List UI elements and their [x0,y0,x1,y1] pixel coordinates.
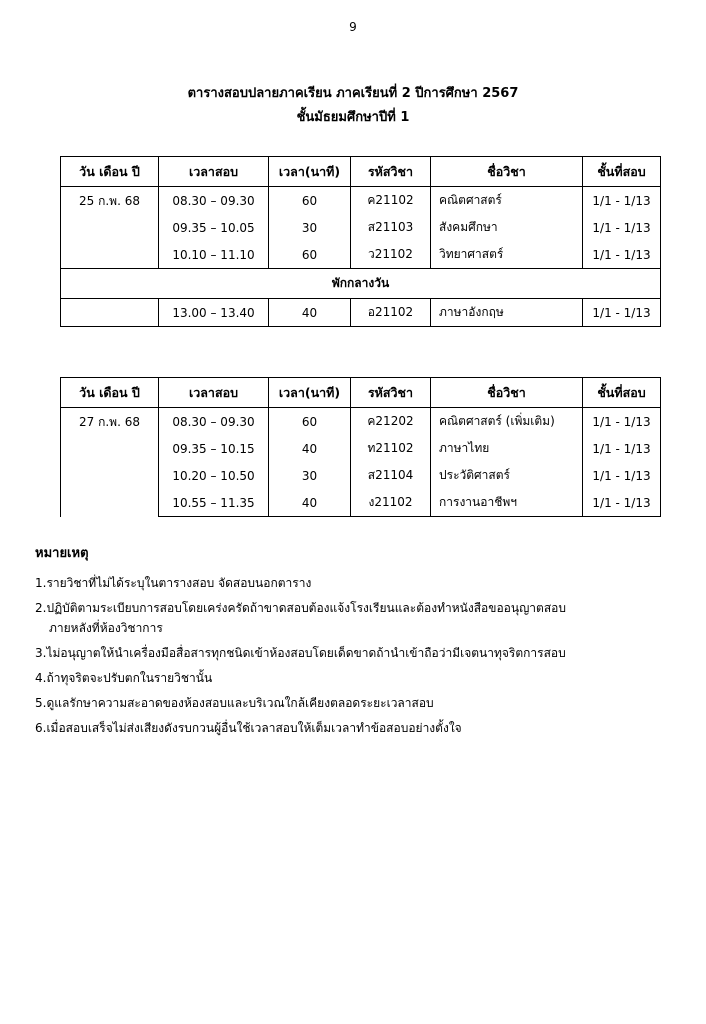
exam-date-empty [61,299,159,327]
exam-date: 25 ก.พ. 68 [61,187,159,269]
header-class: ชั้นที่สอบ [583,157,661,187]
subject-name: สังคมศึกษา [431,214,583,241]
subject-name: คณิตศาสตร์ [431,187,583,215]
remark-item [35,718,675,738]
exam-class: 1/1 - 1/13 [583,299,661,327]
header-date: วัน เดือน ปี [61,157,159,187]
exam-time: 10.20 – 10.50 [159,462,269,489]
table-header-row [61,378,661,408]
subject-name: การงานอาชีพฯ [431,489,583,517]
table-header-row [61,157,661,187]
header-code: รหัสวิชา [351,378,431,408]
remark-text: 1.รายวิชาที่ไม่ได้ระบุในตารางสอบ จัดสอบนอกตาราง [35,576,312,590]
remark-text: 2.ปฏิบัติตามระเบียบการสอบโดยเคร่งครัดถ้าขาดสอบต้องแจ้งโรงเรียนและต้องทำหนังสือขออนุญาตสอบ [35,601,566,615]
exam-time: 13.00 – 13.40 [159,299,269,327]
exam-class: 1/1 - 1/13 [583,187,661,215]
remark-text: 5.ดูแลรักษาความสะอาดของห้องสอบและบริเวณใกล้เคียงตลอดระยะเวลาสอบ [35,696,434,710]
subject-name: ภาษาไทย [431,435,583,462]
lunch-break-row [61,269,661,299]
exam-time: 10.55 – 11.35 [159,489,269,517]
title-line-2: ชั้นมัธยมศึกษาปีที่ 1 [296,110,410,125]
remarks-heading: หมายเหตุ [35,546,89,561]
table-row [61,299,661,327]
exam-minutes: 30 [269,214,351,241]
exam-class: 1/1 - 1/13 [583,214,661,241]
header-minutes: เวลา(นาที) [269,157,351,187]
exam-minutes: 60 [269,408,351,436]
subject-code: ว21102 [351,241,431,269]
exam-minutes: 30 [269,462,351,489]
subject-name: วิทยาศาสตร์ [431,241,583,269]
remark-item [35,693,675,713]
exam-time: 08.30 – 09.30 [159,187,269,215]
remark-item [35,573,675,593]
header-time: เวลาสอบ [159,157,269,187]
exam-minutes: 60 [269,187,351,215]
exam-table-day-1 [60,156,661,327]
subject-code: ง21102 [351,489,431,517]
exam-minutes: 40 [269,435,351,462]
exam-time: 09.35 – 10.15 [159,435,269,462]
exam-class: 1/1 - 1/13 [583,241,661,269]
subject-name: ภาษาอังกฤษ [431,299,583,327]
document-title [0,82,706,130]
lunch-break-label: พักกลางวัน [61,269,661,299]
table-row [61,408,661,436]
subject-code: ค21202 [351,408,431,436]
remarks-section [35,542,675,743]
exam-table-day-2 [60,377,661,517]
exam-class: 1/1 - 1/13 [583,435,661,462]
header-subject: ชื่อวิชา [431,157,583,187]
subject-code: อ21102 [351,299,431,327]
remark-text: 3.ไม่อนุญาตให้นำเครื่องมือสื่อสารทุกชนิดเข้าห้องสอบโดยเด็ดขาดถ้านำเข้าถือว่ามีเจตนาทุจริตการสอบ [35,646,566,660]
header-minutes: เวลา(นาที) [269,378,351,408]
exam-class: 1/1 - 1/13 [583,462,661,489]
exam-class: 1/1 - 1/13 [583,408,661,436]
exam-date: 27 ก.พ. 68 [61,408,159,517]
remark-item [35,668,675,688]
exam-minutes: 40 [269,299,351,327]
exam-minutes: 60 [269,241,351,269]
exam-class: 1/1 - 1/13 [583,489,661,517]
remark-text: 6.เมื่อสอบเสร็จไม่ส่งเสียงดังรบกวนผู้อื่นใช้เวลาสอบให้เต็มเวลาทำข้อสอบอย่างตั้งใจ [35,721,462,735]
remark-item [35,643,675,663]
header-class: ชั้นที่สอบ [583,378,661,408]
remark-text: 4.ถ้าทุจริตจะปรับตกในรายวิชานั้น [35,671,213,685]
header-code: รหัสวิชา [351,157,431,187]
header-subject: ชื่อวิชา [431,378,583,408]
subject-name: คณิตศาสตร์ (เพิ่มเติม) [431,408,583,436]
page-number: 9 [349,20,357,34]
subject-name: ประวัติศาสตร์ [431,462,583,489]
subject-code: ค21102 [351,187,431,215]
exam-time: 09.35 – 10.05 [159,214,269,241]
exam-time: 08.30 – 09.30 [159,408,269,436]
remark-text-continued: ภายหลังที่ห้องวิชาการ [49,621,163,635]
remark-item [35,598,675,638]
exam-minutes: 40 [269,489,351,517]
subject-code: ส21103 [351,214,431,241]
exam-time: 10.10 – 11.10 [159,241,269,269]
header-time: เวลาสอบ [159,378,269,408]
title-line-1: ตารางสอบปลายภาคเรียน ภาคเรียนที่ 2 ปีการศึกษา 2567 [187,86,519,101]
subject-code: ส21104 [351,462,431,489]
table-row [61,187,661,215]
header-date: วัน เดือน ปี [61,378,159,408]
subject-code: ท21102 [351,435,431,462]
